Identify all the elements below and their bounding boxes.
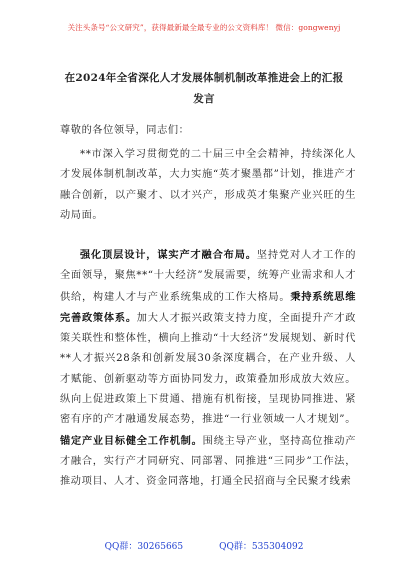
sub-heading-mechanism: 锚定产业目标健全工作机制。 [60,434,203,447]
title-line-1: 在2024年全省深化人才发展体制机制改革推进会上的汇报 [64,72,344,84]
title-line-2: 发言 [193,93,215,105]
document-title [42,68,366,110]
header-banner: 关注头条号“公文研究”，获得最新最全最专业的公文资料库！ 微信：gongwenyj [67,23,341,32]
paragraph-2 [60,245,356,493]
footer-contact [0,539,408,552]
qq-group-1: QQ群：30265665 [104,542,184,552]
section-heading-1: 强化顶层设计，谋实产才融合布局。 [80,249,257,261]
qq-group-2: QQ群：535304092 [219,542,304,552]
section-text-2: 加大人才振兴政策支持力度，全面提升产才政策关联性和整体性，横向上推动“十大经济”发展规划、新时代**人才振兴28条和创新发展30条深度耦合，在产业升级、人才赋能、创新驱动等方面协同发力，政策叠加形成放大效应。纵向上促进政策上下贯通、措施有机衔接，呈现协同推进、紧密有序的产才融通发展态势，推进“一行业领域一人才规划”。 [60,312,357,426]
salutation: 尊敬的各位领导，同志们： [60,125,190,136]
section-text-3: 围绕主导产业，坚持高位推动产才融合，实行产才同研究、同部署、同推进“三同步”工作法，推动项目、人才、资金同落地，打通全民招商与全民聚才线索 [60,435,356,488]
paragraph-1: **市深入学习贯彻党的二十届三中全会精神，持续深化人才发展体制机制改革，大力实施“英才聚墨都”计划，推进产才融合创新，以产聚才、以才兴产，形成英才集聚产业兴旺的生动局面。 [60,149,356,221]
sub-heading-policy: 秉持系统思维完善政策体系。 [60,290,356,324]
section-text-1: 坚持党对人才工作的全面领导，聚焦**“十大经济”发展需要，统筹产业需求和人才供给，构建人才与产业系统集成的工作大格局。 [60,250,356,303]
